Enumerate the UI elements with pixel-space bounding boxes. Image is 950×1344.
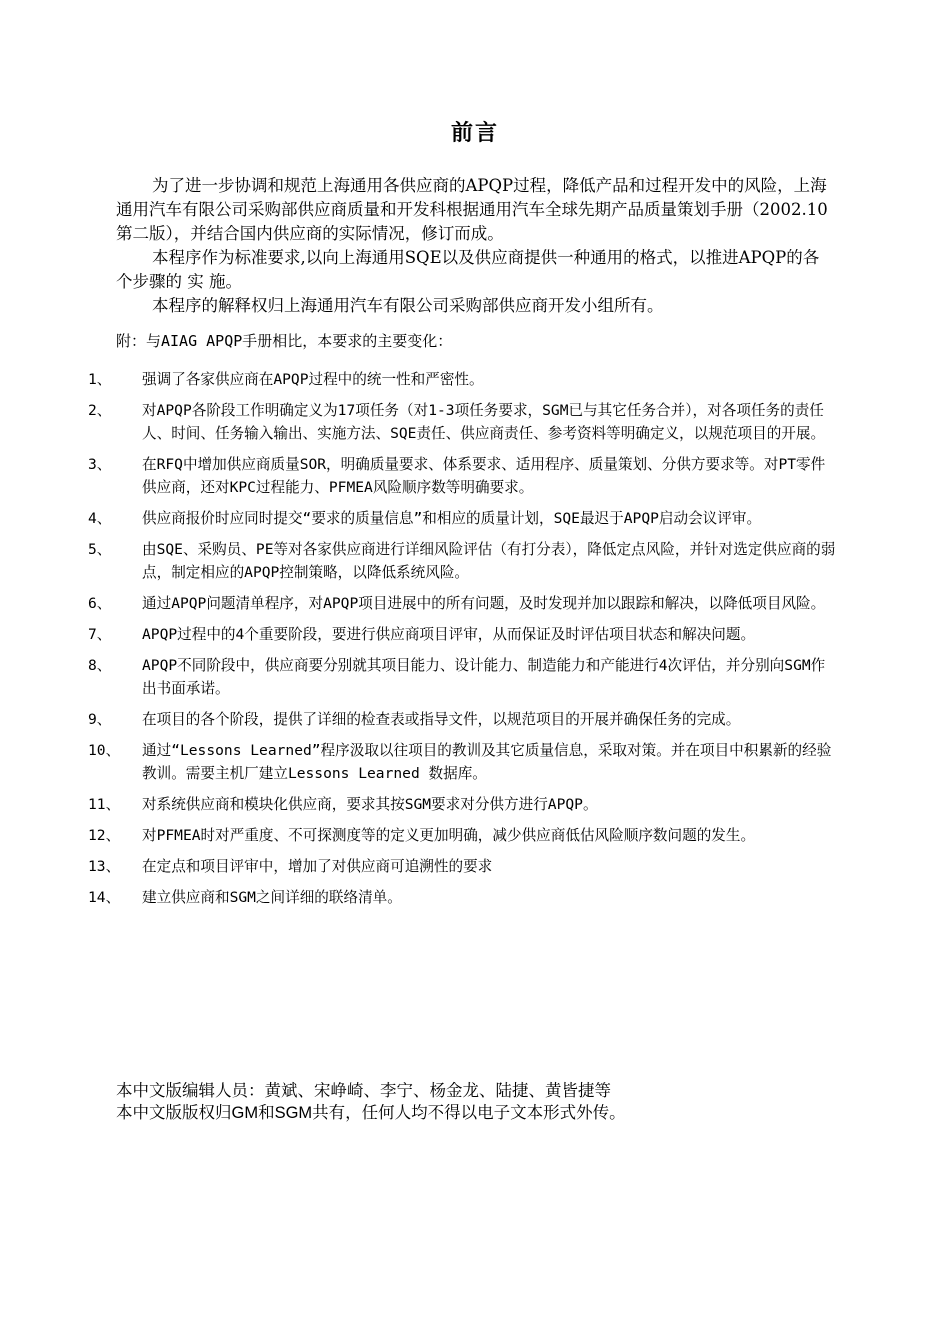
list-item-number: 4、 — [88, 510, 112, 527]
list-item-text: 由SQE、采购员、PE等对各家供应商进行详细风险评估（有打分表），降低定点风险，并针对选定供应商的弱点，制定相应的APQP控制策略，以降低系统风险。 — [142, 541, 836, 581]
list-item-number: 13、 — [88, 858, 121, 875]
copyright-line: 本中文版版权归GM和SGM共有，任何人均不得以电子文本形式外传。 — [116, 1104, 626, 1122]
list-item — [88, 793, 838, 816]
list-item-text: 供应商报价时应同时提交“要求的质量信息”和相应的质量计划，SQE最迟于APQP启动会议评审。 — [142, 510, 762, 527]
footer-section — [116, 1080, 626, 1124]
list-item — [88, 855, 838, 878]
list-item-number: 6、 — [88, 595, 112, 612]
intro-paragraph-1: 为了进一步协调和规范上海通用各供应商的APQP过程，降低产品和过程开发中的风险，上海通用汽车有限公司采购部供应商质量和开发科根据通用汽车全球先期产品质量策划手册（2002.10第二版），并结合国内供应商的实际情况，修订而成。 — [116, 176, 828, 243]
list-item-text: APQP不同阶段中，供应商要分别就其项目能力、设计能力、制造能力和产能进行4次评估，并分别向SGM作出书面承诺。 — [142, 657, 826, 697]
list-item — [88, 886, 838, 909]
intro-section — [116, 174, 832, 318]
list-item — [88, 538, 838, 584]
list-item — [88, 708, 838, 731]
list-item-number: 8、 — [88, 657, 112, 674]
list-item — [88, 507, 838, 530]
list-item-text: 通过APQP问题清单程序，对APQP项目进展中的所有问题，及时发现并加以跟踪和解决，以降低项目风险。 — [142, 595, 826, 612]
list-item — [88, 623, 838, 646]
list-item-text: 强调了各家供应商在APQP过程中的统一性和严密性。 — [142, 371, 484, 388]
list-item-number: 10、 — [88, 742, 121, 759]
list-item-number: 14、 — [88, 889, 121, 906]
list-item-number: 9、 — [88, 711, 112, 728]
page-title: 前言 — [450, 120, 499, 146]
intro-paragraph-2: 本程序作为标准要求,以向上海通用SQE以及供应商提供一种通用的格式，以推进APQP的各个步骤的 实 施。 — [116, 248, 820, 291]
intro-paragraph-3: 本程序的解释权归上海通用汽车有限公司采购部供应商开发小组所有。 — [152, 296, 664, 315]
list-item — [88, 739, 838, 785]
list-item — [88, 824, 838, 847]
list-item-number: 11、 — [88, 796, 121, 813]
list-item-text: 建立供应商和SGM之间详细的联络清单。 — [142, 889, 402, 906]
list-item-text: 对PFMEA时对严重度、不可探测度等的定义更加明确，减少供应商低估风险顺序数问题的发生。 — [142, 827, 756, 844]
list-item-number: 1、 — [88, 371, 112, 388]
list-item-text: 对APQP各阶段工作明确定义为17项任务（对1-3项任务要求，SGM已与其它任务合并），对各项任务的责任人、时间、任务输入输出、实施方法、SQE责任、供应商责任、参考资料等明确定义，以规范项目的开展。 — [142, 402, 826, 442]
list-item — [88, 453, 838, 499]
list-item — [88, 654, 838, 700]
list-item-text: 对系统供应商和模块化供应商，要求其按SGM要求对分供方进行APQP。 — [142, 796, 598, 813]
list-item-number: 5、 — [88, 541, 112, 558]
appendix-heading: 附：与AIAG APQP手册相比，本要求的主要变化： — [116, 332, 453, 350]
changes-list — [88, 368, 838, 917]
list-item-text: 通过“Lessons Learned”程序汲取以往项目的教训及其它质量信息，采取对策。并在项目中积累新的经验教训。需要主机厂建立Lessons Learned 数据库。 — [142, 742, 832, 782]
list-item-text: 在项目的各个阶段，提供了详细的检查表或指导文件，以规范项目的开展并确保任务的完成。 — [142, 711, 741, 728]
list-item — [88, 592, 838, 615]
list-item-number: 12、 — [88, 827, 121, 844]
list-item-text: 在定点和项目评审中，增加了对供应商可追溯性的要求 — [142, 858, 493, 875]
list-item-text: APQP过程中的4个重要阶段，要进行供应商项目评审，从而保证及时评估项目状态和解决问题。 — [142, 626, 756, 643]
list-item-number: 7、 — [88, 626, 112, 643]
list-item-number: 2、 — [88, 402, 112, 419]
list-item — [88, 368, 838, 391]
list-item — [88, 399, 838, 445]
list-item-text: 在RFQ中增加供应商质量SOR，明确质量要求、体系要求、适用程序、质量策划、分供方要求等。对PT零件供应商，还对KPC过程能力、PFMEA风险顺序数等明确要求。 — [142, 456, 826, 496]
list-item-number: 3、 — [88, 456, 112, 473]
editors-line: 本中文版编辑人员：黄斌、宋峥崎、李宁、杨金龙、陆捷、黄皆捷等 — [116, 1082, 611, 1100]
